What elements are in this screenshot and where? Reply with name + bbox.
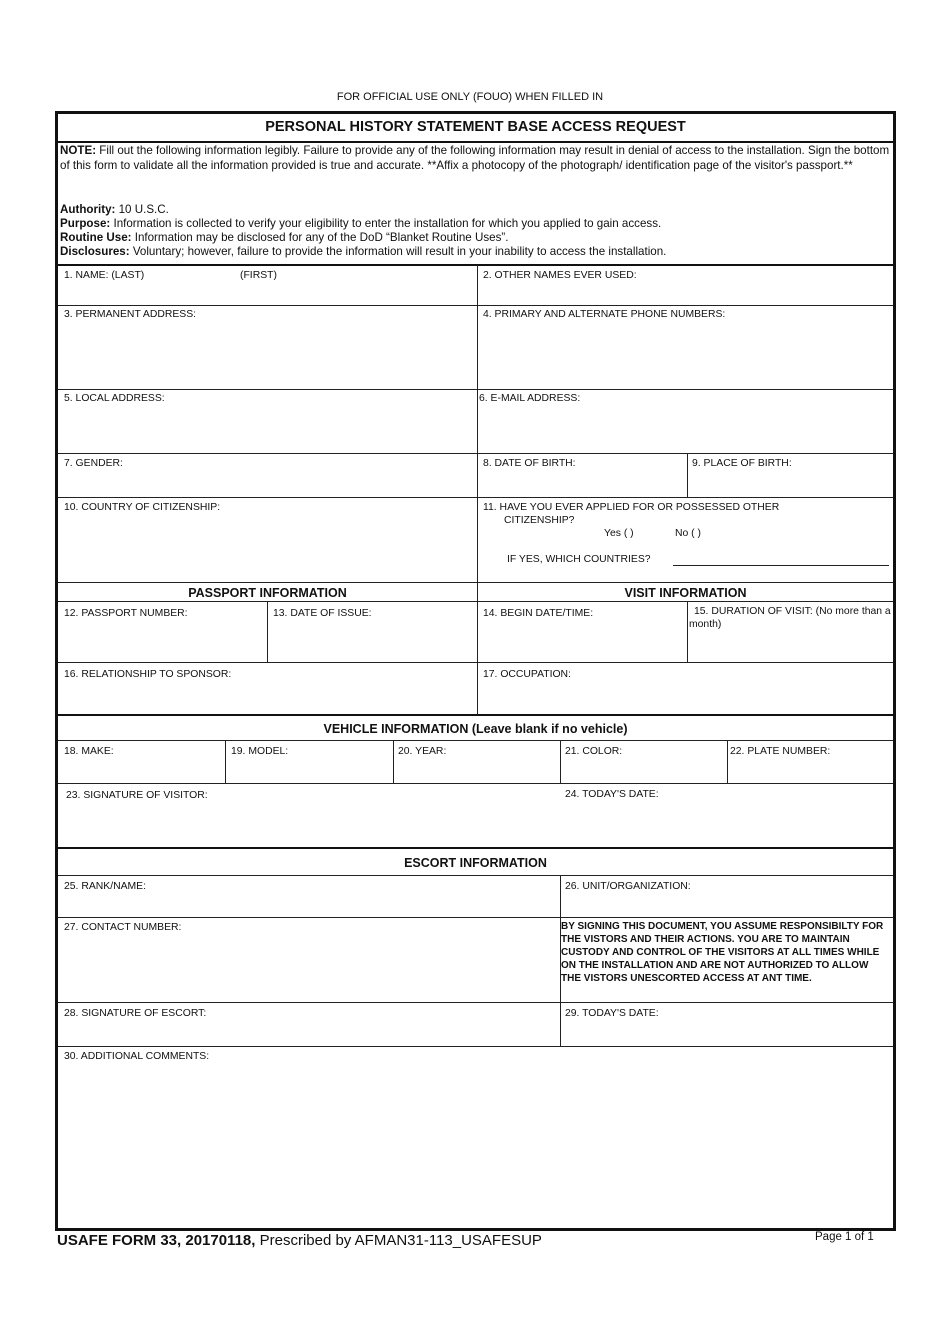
color-field[interactable]: 21. COLOR: (565, 746, 623, 757)
divider (58, 601, 893, 602)
disclosures-label: Disclosures: (60, 245, 130, 258)
column-divider (727, 740, 728, 783)
escort-signature-field[interactable]: 28. SIGNATURE OF ESCORT: (64, 1008, 207, 1019)
email-field[interactable]: 6. E-MAIL ADDRESS: (479, 393, 581, 404)
escort-responsibility-notice: BY SIGNING THIS DOCUMENT, YOU ASSUME RESPONSIBILTY FOR THE VISTORS AND THEIR ACTIONS. YOU ARE TO MAINTAIN CUSTODY AND CONTROL OF THE VISITORS AT ALL TIMES WHILE ON THE INSTALLATION AND ARE NOT AUTHORIZED TO ALLOW THE VISTORS UNESCORTED ACCESS AT ANT TIME. (561, 921, 884, 984)
divider (58, 305, 893, 306)
page-number: Page 1 of 1 (815, 1231, 874, 1243)
routine-label: Routine Use: (60, 231, 132, 244)
column-divider (477, 265, 478, 715)
column-divider (267, 601, 268, 663)
other-citizenship-question: 11. HAVE YOU EVER APPLIED FOR OR POSSESSED OTHER (483, 502, 780, 513)
rank-name-field[interactable]: 25. RANK/NAME: (64, 881, 146, 892)
form-title: PERSONAL HISTORY STATEMENT BASE ACCESS REQUEST (265, 119, 686, 135)
visitor-date-field[interactable]: 24. TODAY'S DATE: (565, 789, 659, 800)
occupation-field[interactable]: 17. OCCUPATION: (483, 669, 571, 680)
divider (58, 497, 893, 498)
make-field[interactable]: 18. MAKE: (64, 746, 114, 757)
divider (58, 714, 893, 716)
column-divider (393, 740, 394, 783)
divider (58, 1046, 893, 1047)
column-divider (225, 740, 226, 783)
first-name-label[interactable]: (FIRST) (240, 270, 277, 281)
authority-line (60, 203, 892, 217)
visit-section-title: VISIT INFORMATION (624, 586, 747, 600)
other-names-field[interactable]: 2. OTHER NAMES EVER USED: (483, 270, 637, 281)
note-paragraph (60, 143, 892, 173)
duration-of-visit-field[interactable]: 15. DURATION OF VISIT: (No more than a month) (689, 606, 891, 630)
plate-number-field[interactable]: 22. PLATE NUMBER: (730, 746, 831, 757)
purpose-text: Information is collected to verify your eligibility to enter the installation for which you applied to gain access. (110, 217, 662, 230)
divider (58, 1002, 893, 1003)
passport-number-field[interactable]: 12. PASSPORT NUMBER: (64, 608, 188, 619)
escort-section-title: ESCORT INFORMATION (404, 856, 547, 870)
form-number: USAFE FORM 33, 20170118, (57, 1232, 256, 1249)
prescribed-by: Prescribed by AFMAN31-113_USAFESUP (255, 1232, 542, 1249)
additional-comments-field[interactable]: 30. ADDITIONAL COMMENTS: (64, 1051, 210, 1062)
place-of-birth-field[interactable]: 9. PLACE OF BIRTH: (692, 458, 792, 469)
routine-text: Information may be disclosed for any of the DoD “Blanket Routine Uses”. (131, 231, 509, 244)
permanent-address-field[interactable]: 3. PERMANENT ADDRESS: (64, 309, 197, 320)
purpose-line (60, 217, 892, 231)
which-countries-label: IF YES, WHICH COUNTRIES? (507, 554, 651, 565)
relationship-field[interactable]: 16. RELATIONSHIP TO SPONSOR: (64, 669, 232, 680)
other-citizenship-question-cont: CITIZENSHIP? (504, 515, 575, 526)
divider (58, 917, 893, 918)
citizenship-field[interactable]: 10. COUNTRY OF CITIZENSHIP: (64, 502, 221, 513)
column-divider (687, 601, 688, 663)
access-request-form (55, 111, 896, 1231)
form-footer-id (57, 1232, 542, 1249)
disclosures-text: Voluntary; however, failure to provide the information will result in your inability to access the installation. (129, 245, 667, 258)
divider (58, 847, 893, 849)
yes-checkbox[interactable]: Yes ( ) (604, 528, 634, 539)
vehicle-section-title: VEHICLE INFORMATION (Leave blank if no vehicle) (323, 722, 628, 736)
purpose-label: Purpose: (60, 217, 111, 230)
gender-field[interactable]: 7. GENDER: (64, 458, 123, 469)
divider (58, 453, 893, 454)
model-field[interactable]: 19. MODEL: (231, 746, 289, 757)
divider (58, 582, 893, 583)
note-label: NOTE: (60, 144, 97, 157)
divider (58, 875, 893, 876)
begin-date-field[interactable]: 14. BEGIN DATE/TIME: (483, 608, 594, 619)
which-countries-input[interactable] (673, 565, 889, 566)
divider (58, 662, 893, 663)
divider (58, 389, 893, 390)
note-text: Fill out the following information legibly. Failure to provide any of the following information may result in denial of access to the installation. Sign the bottom of this form to validate all the information provided is true and accurate. **Affix a photocopy of the photograph/ identification page of the visitor's passport.** (60, 144, 890, 172)
phone-numbers-field[interactable]: 4. PRIMARY AND ALTERNATE PHONE NUMBERS: (483, 309, 726, 320)
authority-text: 10 U.S.C. (115, 203, 169, 216)
unit-organization-field[interactable]: 26. UNIT/ORGANIZATION: (565, 881, 691, 892)
passport-section-title: PASSPORT INFORMATION (188, 586, 347, 600)
date-of-birth-field[interactable]: 8. DATE OF BIRTH: (483, 458, 576, 469)
year-field[interactable]: 20. YEAR: (398, 746, 447, 757)
local-address-field[interactable]: 5. LOCAL ADDRESS: (64, 393, 165, 404)
escort-date-field[interactable]: 29. TODAY'S DATE: (565, 1008, 659, 1019)
routine-use-line (60, 231, 892, 245)
privacy-act-block (60, 203, 892, 259)
date-of-issue-field[interactable]: 13. DATE OF ISSUE: (273, 608, 372, 619)
disclosures-line (60, 245, 892, 259)
fouo-header: FOR OFFICIAL USE ONLY (FOUO) WHEN FILLED IN (336, 91, 604, 103)
contact-number-field[interactable]: 27. CONTACT NUMBER: (64, 922, 182, 933)
column-divider (687, 453, 688, 497)
column-divider (560, 740, 561, 783)
no-checkbox[interactable]: No ( ) (675, 528, 701, 539)
divider (58, 264, 893, 266)
divider (58, 783, 893, 784)
visitor-signature-field[interactable]: 23. SIGNATURE OF VISITOR: (66, 790, 208, 801)
name-field[interactable]: 1. NAME: (LAST) (64, 270, 145, 281)
divider (58, 740, 893, 741)
authority-label: Authority: (60, 203, 116, 216)
